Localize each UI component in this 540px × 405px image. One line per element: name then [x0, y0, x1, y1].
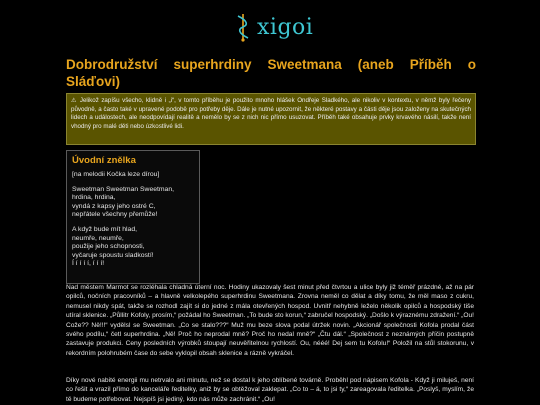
story-paragraph-2: Díky nové nabité energii mu netrvalo ani minutu, než se dostal k jeho oblíbené továrně. Proběhl pod nápisem Kofola - Když ji miluješ, není co řešit a vrazil přímo do kanceláře ředitelky, aniž by se obtěžoval zaklepat. „Co to – á, to jsi ty,“ zareagovala ředitelka. „Poslyš, myslím, že tě budeme potřebovat. Nejspíš jsi jediný, kdo nás může zachránit.“ „Ou! — [66, 377, 474, 403]
intro-lyric-line: Í í í í í, í í í! — [72, 260, 105, 268]
page-title-line2: Sláďovi) — [66, 73, 120, 89]
intro-song-title: Úvodní znělka — [72, 155, 136, 166]
warning-text: ⚠ Jelikož zapíšu všecho, klidně i „i“, v tomto příběhu je použito mnoho hlášek Ondřeje Sladkého, ale nikoliv v kontextu, v němž byly řečeny původně, a často také v upravené podobě pro potřeby děje. Dále je nutné upozornit, že některé postavy a části děje jsou založeny na skutečných lidech a událostech, ale neodpovídají realitě a nemělo by se z nich nic přímo usuzovat. Příběh také obsahuje prvky krvavého násilí, takže není vhodný pro malé děti nebo úzkostlivé lidi. — [71, 97, 471, 131]
intro-lyric-line: hrdina, hrdina, — [72, 194, 116, 202]
intro-song-box — [66, 150, 200, 284]
page-title — [66, 57, 476, 90]
story-paragraph-1: Nad městem Marmot se rozléhala chladná úterní noc. Hodiny ukazovaly šest minut před čtvrtou a ulice byly již téměř prázdné, až na pár opilců, nočních pracovníků – a hlavně velkolepého superhrdinu Sweetmana. Zrovna neměl co dělat a díky tomu, že měl maso z cukru, nemusel nikdy spát, takže se rozhodl zajít si do jedné z mála otevřených hospod. Uvnitř nehybně leželo několik opilců a hospodský tiše utíral sklenice. „Půllitr Kofoly, prosím,“ požádal ho Sweetman. „To bude sto korun,“ zabručel hospodský. „Došlo k výraznému zdražení.“ „Ou! Cože?? Ně!!!“ vydělsl se Sweetman. „Co se stalo???“ Muž mu beze slova podal útržek novin. „Akcionář společnosti Kofola prodal část svého podílu,“ četl superhrdina. „Ně! Proč ho neprodal mně? Proč ho nedal mně?“ „Čtu dál.“ „Společnost z neznámých příčin postupně zastavuje produkci. Ceny posledních výrobků stoupají neuvěřitelnou rychlostí. Ou, nééé! Dej sem tu Kofolu!“ Položil na stůl stokorunu, v rekordním polohrubém čase do sebe vyklopil obsah sklenice a rázně vykráčel. — [66, 284, 474, 357]
content-warning-box — [66, 93, 476, 145]
page-title-line1: Dobrodružství superhrdiny Sweetmana (aneb Příběh o — [66, 57, 476, 72]
xigoi-logo-icon — [235, 12, 251, 42]
intro-lyric-line: A když bude mít hlad, — [72, 225, 137, 233]
intro-lyric-line: Sweetman Sweetman Sweetman, — [72, 185, 175, 193]
intro-lyric-line: vyndá z kapsy jeho ostré C, — [72, 202, 156, 210]
intro-lyric-line: vyčaruje spoustu sladkostí! — [72, 251, 154, 259]
logo-text: xigoi — [257, 14, 314, 40]
home-logo-link[interactable] — [235, 12, 313, 42]
intro-lyric-line: neumře, neumře, — [72, 234, 124, 242]
site-header — [0, 0, 540, 48]
intro-lyric-line: nepřátele všechny přemůže! — [72, 211, 158, 219]
intro-melody-note: [na melodii Kočka leze dírou] — [72, 171, 160, 178]
intro-lyric-line: použije jeho schopnosti, — [72, 243, 145, 251]
